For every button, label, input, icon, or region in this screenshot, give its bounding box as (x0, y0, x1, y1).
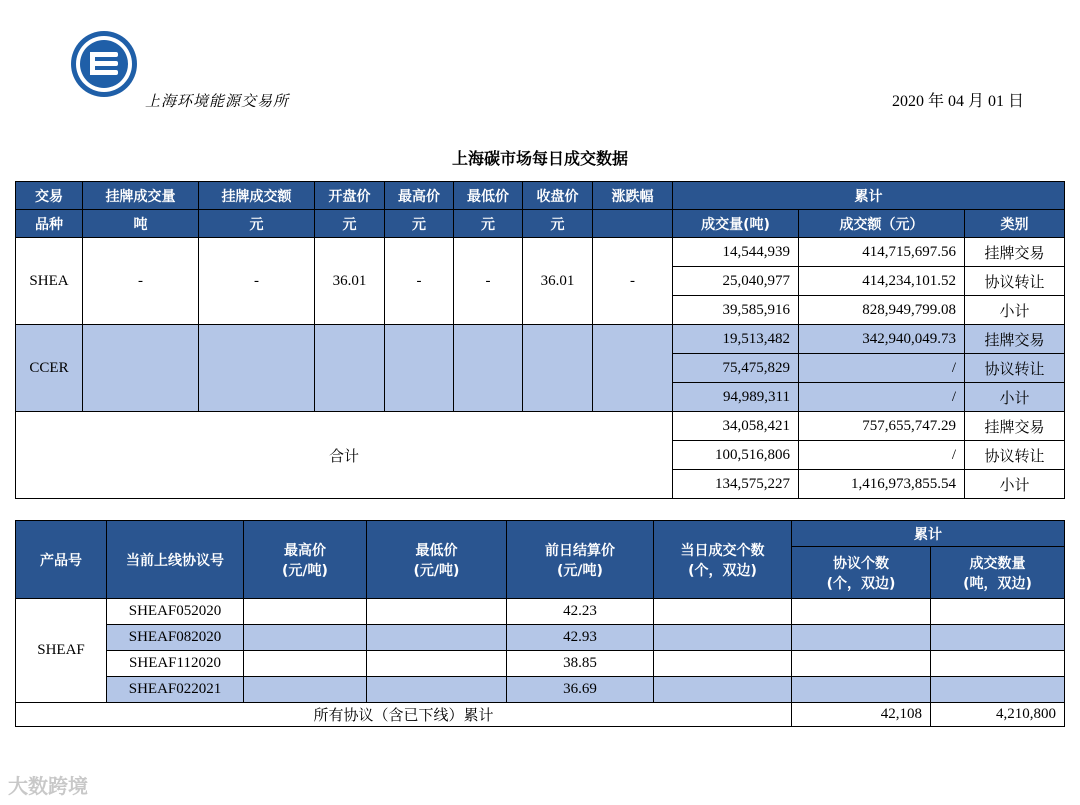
header-high-unit: (元/吨) (282, 562, 328, 579)
header-cum-volume: 成交量(吨) (673, 210, 799, 238)
ccer-high (385, 325, 454, 412)
contract-id: SHEAF112020 (107, 651, 244, 677)
contract-low (367, 599, 507, 625)
contract-id: SHEAF082020 (107, 625, 244, 651)
shea-volume: 14,544,939 (673, 238, 799, 267)
header-high-label: 最高价 (284, 542, 326, 559)
header-count-label: 当日成交个数 (680, 542, 765, 559)
ccer-close (523, 325, 593, 412)
ccer-amount: / (799, 354, 965, 383)
contract-cum-qty (931, 599, 1065, 625)
futures-total-count: 42,108 (792, 703, 931, 727)
shea-change: - (593, 238, 673, 325)
futures-total-qty: 4,210,800 (931, 703, 1065, 727)
contract-count (654, 677, 792, 703)
ccer-open (315, 325, 385, 412)
shea-type: 协议转让 (965, 267, 1065, 296)
logo-text: 上海环境能源交易所 (145, 92, 290, 110)
header-low: 最低价 (454, 182, 523, 210)
header-settle-unit: (元/吨) (557, 562, 603, 579)
contract-settle: 42.23 (507, 599, 654, 625)
contract-cum-count (792, 625, 931, 651)
ccer-listed-volume (83, 325, 199, 412)
header-count-unit: (个，双边) (688, 562, 757, 579)
ccer-amount: / (799, 383, 965, 412)
ccer-volume: 94,989,311 (673, 383, 799, 412)
header-low (367, 521, 507, 599)
header-cum-qty (931, 547, 1065, 599)
ccer-amount: 342,940,049.73 (799, 325, 965, 354)
header-cum-type: 类别 (965, 210, 1065, 238)
header-count (654, 521, 792, 599)
ccer-volume: 75,475,829 (673, 354, 799, 383)
header-listed-volume: 挂牌成交量 (83, 182, 199, 210)
shea-volume: 25,040,977 (673, 267, 799, 296)
watermark: 大数跨境 (8, 774, 88, 798)
ccer-type: 挂牌交易 (965, 325, 1065, 354)
shea-amount: 414,234,101.52 (799, 267, 965, 296)
header-high: 最高价 (385, 182, 454, 210)
header-cumulative-2: 累计 (792, 521, 1065, 547)
header-contract: 当前上线协议号 (107, 521, 244, 599)
page-title: 上海碳市场每日成交数据 (451, 149, 628, 168)
contract-high (244, 677, 367, 703)
product-ccer: CCER (16, 325, 83, 412)
contract-cum-count (792, 651, 931, 677)
header-settle-label: 前日结算价 (545, 542, 615, 559)
unit-high: 元 (385, 210, 454, 238)
header-cum-count-label: 协议个数 (833, 555, 889, 572)
total-amount: 757,655,747.29 (799, 412, 965, 441)
header-listed-amount: 挂牌成交额 (199, 182, 315, 210)
contract-cum-qty (931, 625, 1065, 651)
header-change: 涨跌幅 (593, 182, 673, 210)
unit-amount: 元 (199, 210, 315, 238)
contract-id: SHEAF022021 (107, 677, 244, 703)
header-close: 收盘价 (523, 182, 593, 210)
contract-low (367, 677, 507, 703)
total-label: 合计 (16, 412, 673, 499)
futures-total-label: 所有协议（含已下线）累计 (16, 703, 792, 727)
shea-open: 36.01 (315, 238, 385, 325)
total-type: 挂牌交易 (965, 412, 1065, 441)
shea-volume: 39,585,916 (673, 296, 799, 325)
total-type: 协议转让 (965, 441, 1065, 470)
unit-close: 元 (523, 210, 593, 238)
unit-open: 元 (315, 210, 385, 238)
contract-settle: 36.69 (507, 677, 654, 703)
header-cum-count (792, 547, 931, 599)
total-volume: 100,516,806 (673, 441, 799, 470)
shea-type: 挂牌交易 (965, 238, 1065, 267)
ccer-change (593, 325, 673, 412)
header-cum-count-unit: (个，双边) (826, 575, 896, 592)
exchange-logo (70, 30, 138, 98)
total-volume: 34,058,421 (673, 412, 799, 441)
unit-volume: 吨 (83, 210, 199, 238)
shea-type: 小计 (965, 296, 1065, 325)
header-cum-qty-unit: (吨，双边) (963, 575, 1032, 592)
contract-settle: 42.93 (507, 625, 654, 651)
header-product-no: 产品号 (16, 521, 107, 599)
total-amount: / (799, 441, 965, 470)
ccer-listed-amount (199, 325, 315, 412)
unit-low: 元 (454, 210, 523, 238)
shea-listed-amount: - (199, 238, 315, 325)
contract-id: SHEAF052020 (107, 599, 244, 625)
daily-trade-table (15, 181, 1065, 499)
unit-change (593, 210, 673, 238)
shea-listed-volume: - (83, 238, 199, 325)
contract-count (654, 599, 792, 625)
contract-high (244, 625, 367, 651)
contract-low (367, 651, 507, 677)
shea-close: 36.01 (523, 238, 593, 325)
header-cum-amount: 成交额（元） (799, 210, 965, 238)
header-settle (507, 521, 654, 599)
total-volume: 134,575,227 (673, 470, 799, 499)
contract-cum-count (792, 599, 931, 625)
contract-cum-qty (931, 677, 1065, 703)
header-product-1: 交易 (16, 182, 83, 210)
header-cumulative: 累计 (673, 182, 1065, 210)
ccer-type: 协议转让 (965, 354, 1065, 383)
contract-low (367, 625, 507, 651)
shea-high: - (385, 238, 454, 325)
header-low-label: 最低价 (415, 542, 458, 559)
header-product-2: 品种 (16, 210, 83, 238)
shea-amount: 828,949,799.08 (799, 296, 965, 325)
contract-high (244, 599, 367, 625)
ccer-type: 小计 (965, 383, 1065, 412)
header-low-unit: (元/吨) (413, 562, 460, 579)
ccer-volume: 19,513,482 (673, 325, 799, 354)
total-amount: 1,416,973,855.54 (799, 470, 965, 499)
product-shea: SHEA (16, 238, 83, 325)
report-date: 2020 年 04 月 01 日 (892, 93, 1025, 110)
header-high (244, 521, 367, 599)
ccer-low (454, 325, 523, 412)
header-cum-qty-label: 成交数量 (969, 555, 1026, 572)
shea-amount: 414,715,697.56 (799, 238, 965, 267)
contract-high (244, 651, 367, 677)
futures-table (15, 520, 1065, 727)
contract-cum-count (792, 677, 931, 703)
contract-count (654, 651, 792, 677)
contract-cum-qty (931, 651, 1065, 677)
contract-settle: 38.85 (507, 651, 654, 677)
contract-count (654, 625, 792, 651)
shea-low: - (454, 238, 523, 325)
header-open: 开盘价 (315, 182, 385, 210)
total-type: 小计 (965, 470, 1065, 499)
product-sheaf: SHEAF (16, 599, 107, 703)
